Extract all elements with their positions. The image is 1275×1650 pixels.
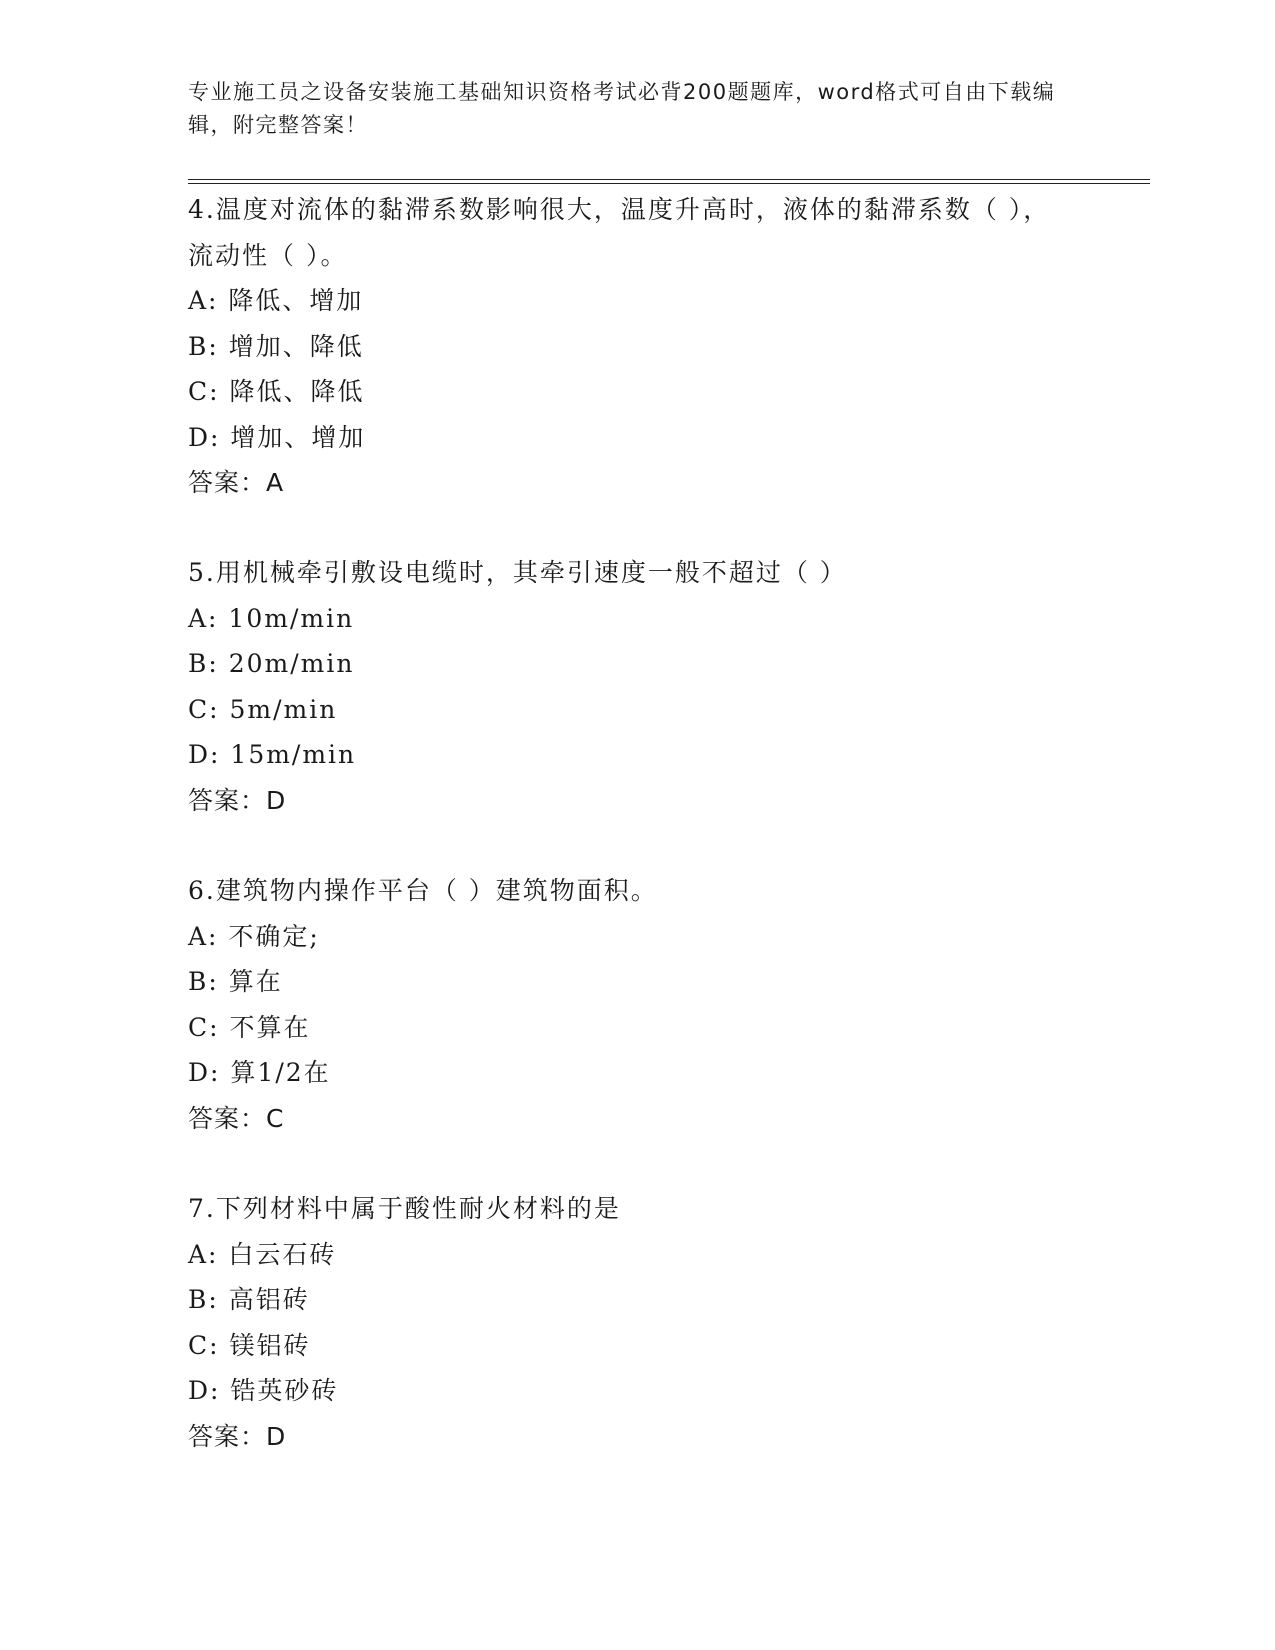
question-stem: 7.下列材料中属于酸性耐火材料的是 (188, 1194, 621, 1223)
option-b: B: 算在 (188, 967, 283, 996)
option-c: C: 镁铝砖 (188, 1330, 311, 1360)
option-d: D: 15m/min (188, 740, 357, 769)
question-stem: 6.建筑物内操作平台（ ）建筑物面积。 (188, 876, 658, 905)
answer-line: 答案：D (188, 1421, 287, 1451)
option-b: B: 增加、降低 (188, 331, 364, 361)
question-7 (188, 1186, 1088, 1459)
option-d: D: 算1/2在 (188, 1058, 331, 1087)
question-6 (188, 868, 1088, 1141)
question-stem: 4.温度对流体的黏滞系数影响很大，温度升高时，液体的黏滞系数（ ），流动性（ ）。 (188, 195, 1051, 270)
document-header: 专业施工员之设备安装施工基础知识资格考试必背200题题库，word格式可自由下载编辑，附完整答案！ (188, 80, 1056, 137)
question-stem: 5.用机械牵引敷设电缆时，其牵引速度一般不超过（ ） (188, 558, 847, 587)
header-divider-bottom (188, 183, 1150, 184)
question-4 (188, 187, 1088, 506)
question-5 (188, 550, 1088, 823)
option-a: A: 白云石砖 (188, 1239, 337, 1269)
option-b: B: 20m/min (188, 649, 355, 678)
option-a: A: 降低、增加 (188, 286, 364, 315)
answer-line: 答案：A (188, 468, 285, 497)
option-c: C: 降低、降低 (188, 377, 365, 406)
option-a: A: 不确定; (188, 921, 320, 951)
option-b: B: 高铝砖 (188, 1285, 310, 1314)
option-a: A: 10m/min (188, 603, 355, 633)
option-c: C: 5m/min (188, 694, 338, 724)
answer-line: 答案：C (188, 1103, 285, 1133)
option-d: D: 锆英砂砖 (188, 1376, 339, 1405)
option-c: C: 不算在 (188, 1012, 311, 1042)
header-divider-top (188, 179, 1150, 180)
option-d: D: 增加、增加 (188, 422, 366, 452)
answer-line: 答案：D (188, 785, 287, 815)
